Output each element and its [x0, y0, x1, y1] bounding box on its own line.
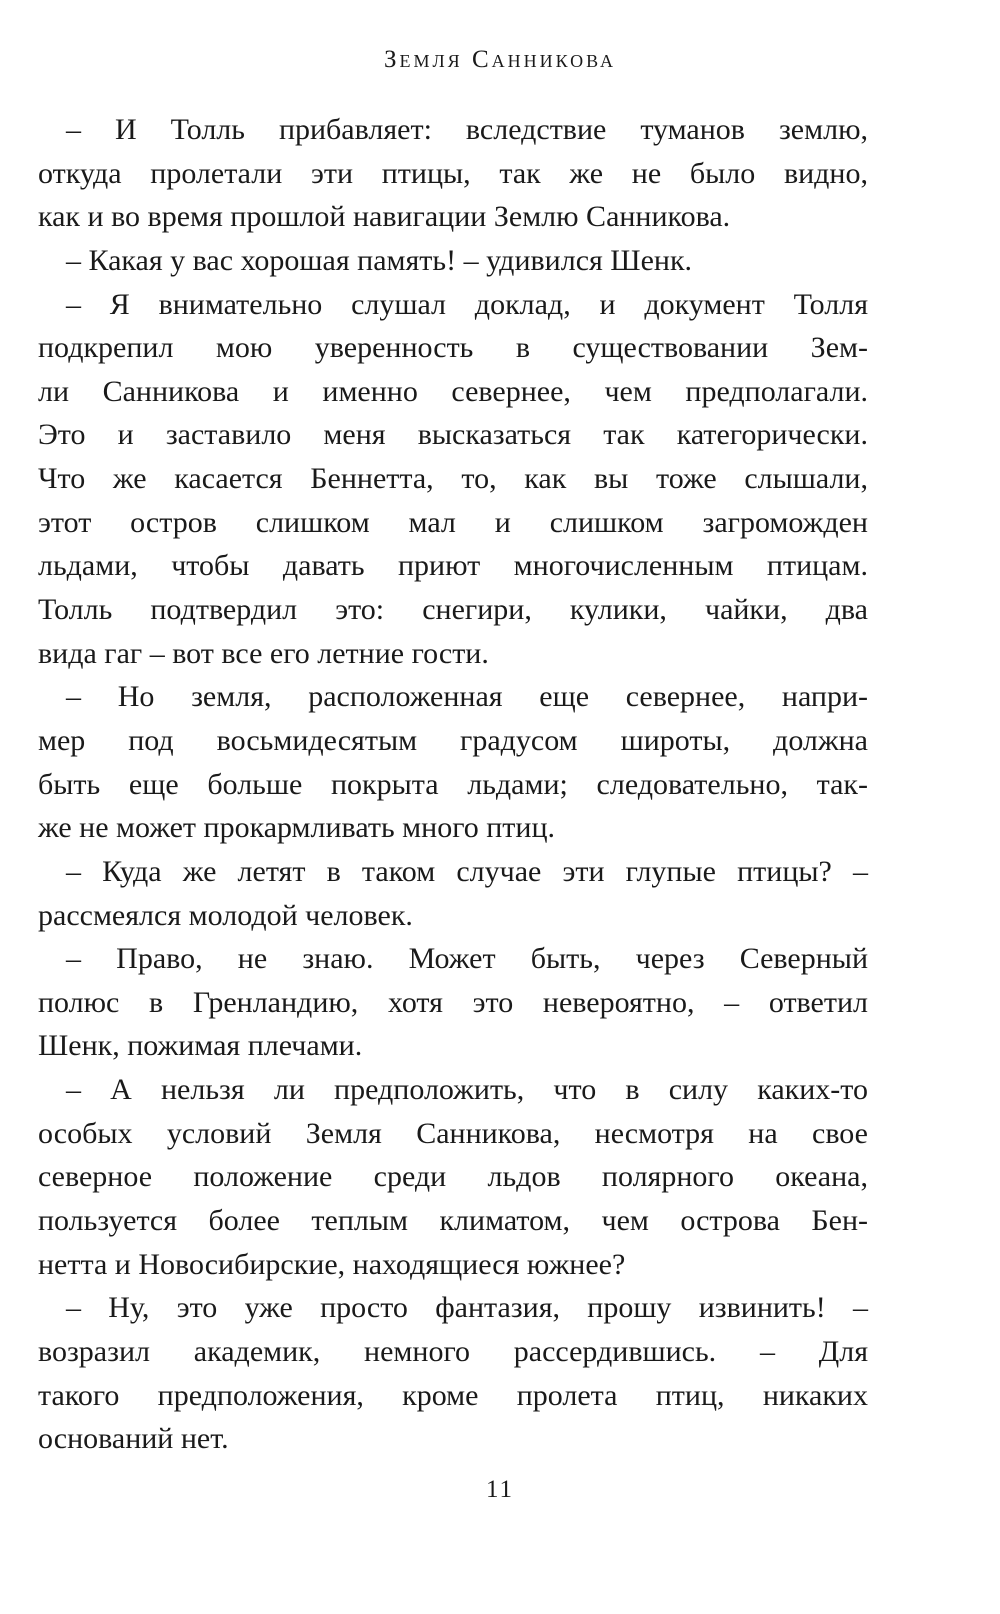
text-line: откуда пролетали эти птицы, так же не было видно,: [38, 156, 868, 190]
text-line: Толль подтвердил это: снегири, кулики, чайки, два: [38, 593, 868, 627]
text-line: – Но земля, расположенная еще севернее, напри-: [66, 680, 868, 714]
text-line: – И Толль прибавляет: вследствие туманов землю,: [66, 113, 868, 146]
text-line: вида гаг – вот все его летние гости.: [38, 636, 489, 670]
text-line: же не может прокармливать много птиц.: [38, 811, 556, 845]
text-line: ли Санникова и именно севернее, чем предполагали.: [38, 374, 868, 408]
text-line: особых условий Земля Санникова, несмотря на свое: [38, 1116, 868, 1150]
text-line: мер под восьмидесятым градусом широты, должна: [38, 723, 868, 757]
text-line: Это и заставило меня высказаться так категорически.: [38, 418, 868, 452]
text-line: этот остров слишком мал и слишком загроможден: [38, 505, 868, 539]
body-text: [38, 108, 868, 1461]
text-line: оснований нет.: [38, 1422, 229, 1456]
text-line: быть еще больше покрыта льдами; следовательно, так-: [38, 767, 868, 801]
page-number: 11: [485, 1476, 515, 1503]
text-line: – А нельзя ли предположить, что в силу каких-то: [66, 1073, 868, 1107]
text-line: льдами, чтобы давать приют многочисленным птицам.: [38, 549, 868, 583]
text-line: возразил академик, немного рассердившись. – Для: [38, 1334, 868, 1368]
text-line: – Куда же летят в таком случае эти глупые птицы? –: [66, 854, 868, 888]
text-line: – Я внимательно слушал доклад, и документ Толля: [66, 287, 868, 321]
text-line: полюс в Гренландию, хотя это невероятно, – ответил: [38, 985, 868, 1019]
text-line: нетта и Новосибирские, находящиеся южнее?: [38, 1247, 626, 1281]
text-line: рассмеялся молодой человек.: [38, 898, 413, 932]
text-line: – Ну, это уже просто фантазия, прошу извинить! –: [66, 1291, 868, 1325]
text-line: такого предположения, кроме пролета птиц, никаких: [38, 1378, 868, 1412]
text-line: пользуется более теплым климатом, чем острова Бен-: [38, 1204, 868, 1238]
running-head: Земля Санникова: [383, 46, 617, 73]
text-line: – Право, не знаю. Может быть, через Северный: [66, 942, 868, 976]
text-line: подкрепил мою уверенность в существовании Зем-: [38, 331, 868, 365]
text-line: северное положение среди льдов полярного океана,: [38, 1160, 868, 1194]
text-line: – Какая у вас хорошая память! – удивился Шенк.: [66, 243, 693, 277]
text-line: Шенк, пожимая плечами.: [38, 1029, 363, 1063]
text-line: как и во время прошлой навигации Землю Санникова.: [38, 200, 731, 234]
text-line: Что же касается Беннетта, то, как вы тоже слышали,: [38, 462, 868, 496]
